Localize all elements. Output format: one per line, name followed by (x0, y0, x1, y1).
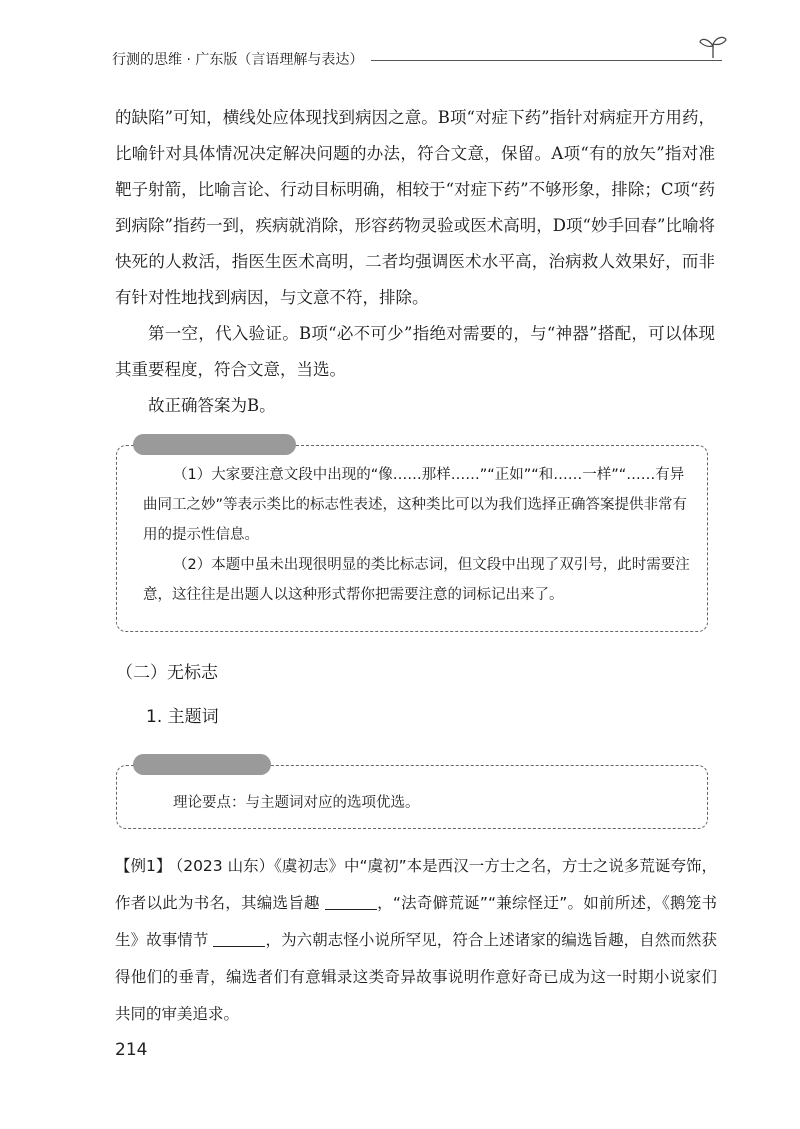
example-text-3: ，为六朝志怪小说所罕见，符合上述诸家的编选旨趣，自然而然获得他们的垂青，编选者们有意辑录这类奇异故事说明作意好奇已成为这一时期小说家们共同的审美追求。 (115, 931, 717, 1023)
page-number: 214 (115, 1040, 148, 1060)
running-header (112, 44, 722, 74)
section-subheading: （二）无标志 (116, 663, 218, 683)
tip-box-2 (116, 757, 708, 829)
theory-point: 理论要点：与主题词对应的选项优选。 (173, 795, 420, 811)
body-paragraph-1: 的缺陷”可知，横线处应体现找到病因之意。B项“对症下药”指针对病症开方用药，比喻针对具体情况决定解决问题的办法，符合文意，保留。A项“有的放矢”指对准靶子射箭，比喻言论、行动目标明确，相较于“对症下药”不够形象，排除；C项“药到病除”指药一到，疾病就消除，形容药物灵验或医术高明，D项“妙手回春”比喻将快死的人救活，指医生医术高明，二者均强调医术水平高，治病救人效果好，而非有针对性地找到病因，与文意不符，排除。 (115, 108, 715, 307)
section-numbered-heading: 1. 主题词 (146, 707, 219, 727)
tip-item-2: （2）本题中虽未出现很明显的类比标志词，但文段中出现了双引号，此时需要注意，这往往是出题人以这种形式帮你把需要注意的词标记出来了。 (143, 557, 690, 603)
sprout-icon (698, 34, 728, 60)
blank-1 (325, 894, 377, 911)
example-1 (115, 848, 717, 1033)
header-title: 行测的思维 · 广东版（言语理解与表达） (112, 52, 364, 68)
header-rule (371, 60, 722, 61)
tip-item-1: （1）大家要注意文段中出现的“像……那样……”“正如”“和……一样”“……有异曲同工之妙”等表示类比的标志性表述，这种类比可以为我们选择正确答案提供非常有用的提示性信息。 (143, 467, 688, 543)
blank-2 (213, 931, 265, 948)
body-paragraph-3: 故正确答案为B。 (148, 396, 276, 415)
example-text-1: （2023 山东）《虞初志》中“虞初”本是西汉一方士之名，方士之说多荒诞夸饰，作者以此为书名，其编选旨趣 (115, 857, 717, 912)
body-paragraph-2: 第一空，代入验证。B项“必不可少”指绝对需要的，与“神器”搭配，可以体现其重要程度，符合文意，当选。 (115, 324, 715, 379)
example-label: 【例1】 (115, 857, 172, 875)
tip-box-1 (116, 437, 708, 632)
tip-box-2-label: ​ (133, 754, 271, 775)
tip-box-1-label: ​ (133, 434, 296, 455)
example-text-2: ，“法奇僻荒诞”“兼综怪迂”。如前所述，《鹅笼书生》故事情节 (115, 894, 717, 949)
